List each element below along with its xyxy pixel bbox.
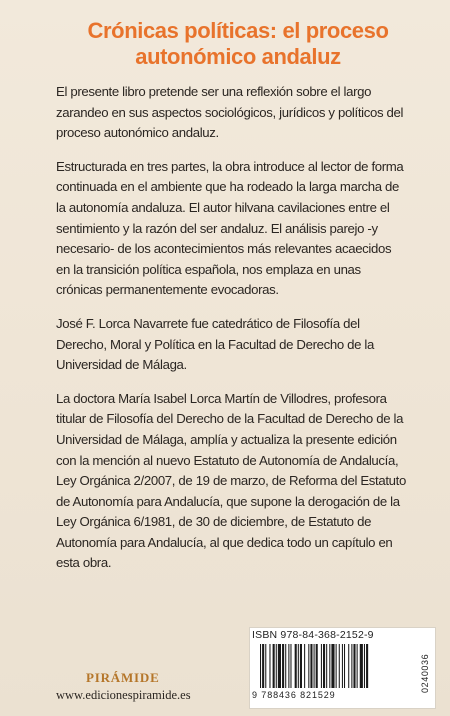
barcode-bar — [262, 644, 264, 688]
barcode-bar — [360, 644, 363, 688]
publisher-logo: PIRÁMIDE — [86, 670, 160, 685]
isbn-label: ISBN 978-84-368-2152-9 — [252, 629, 374, 641]
book-title-line-2: autonómico andaluz — [135, 44, 341, 69]
barcode-bar — [326, 644, 327, 688]
barcode-side-code: 0240036 — [420, 653, 430, 693]
barcode-bar — [285, 644, 286, 688]
barcode-bar — [300, 644, 302, 688]
barcode-bars — [258, 644, 416, 688]
barcode-bar — [260, 644, 261, 688]
barcode-bar — [344, 644, 345, 688]
barcode-bar — [269, 644, 270, 688]
barcode-bar — [282, 644, 284, 688]
blurb — [56, 82, 408, 587]
barcode-bar — [348, 644, 349, 688]
barcode-bar — [351, 644, 352, 688]
barcode-bar — [310, 644, 312, 688]
barcode-bar — [323, 644, 325, 688]
barcode-bar — [308, 644, 309, 688]
blurb-paragraph-coauthor: La doctora María Isabel Lorca Martín de Villodres, profesora titular de Filosofía del Derecho de la Facultad de Derecho de la Universidad de Málaga, amplía y actualiza la presente edición con la mención al nuevo Estatuto de Autonomía de Andalucía, Ley Orgánica 2/2007, de 19 de marzo, de Reforma del Estatuto de Autonomía para Andalucía, que supone la derogación de la Ley Orgánica 6/1981, de 30 de diciembre, de Estatuto de Autonomía para Andalucía, al que dedica todo un capítulo en esta obra. — [56, 390, 406, 571]
blurb-paragraph-author: José F. Lorca Navarrete fue catedrático de Filosofía del Derecho, Moral y Política en la Facultad de Derecho de la Universidad de Málaga. — [56, 315, 374, 373]
barcode-bar — [278, 644, 281, 688]
barcode-bar — [273, 644, 275, 688]
barcode-bar — [290, 644, 291, 688]
barcode-bar — [353, 644, 355, 688]
book-title — [58, 18, 418, 70]
barcode-bar — [316, 644, 318, 688]
barcode-bar — [339, 644, 340, 688]
barcode-bar — [321, 644, 322, 688]
blurb-paragraph-intro: El presente libro pretende ser una reflexión sobre el largo zarandeo en sus aspectos sociológicos, jurídicos y políticos del proceso autonómico andaluz. — [56, 84, 404, 141]
barcode-bar — [298, 644, 299, 688]
barcode-bar — [314, 644, 315, 688]
barcode-bar — [336, 644, 337, 688]
barcode-bar — [357, 644, 358, 688]
barcode-bar — [329, 644, 330, 688]
book-title-line-1: Crónicas políticas: el proceso — [87, 18, 389, 43]
barcode-bar — [295, 644, 297, 688]
barcode-bar — [366, 644, 368, 688]
barcode-bar — [288, 644, 289, 688]
barcode-bar — [364, 644, 365, 688]
barcode-bar — [304, 644, 305, 688]
barcode-bar — [265, 644, 266, 688]
publisher-website: www.edicionespiramide.es — [56, 688, 191, 702]
barcode-bar — [276, 644, 277, 688]
barcode-bar — [342, 644, 343, 688]
blurb-paragraph-structure: Estructurada en tres partes, la obra introduce al lector de forma continuada en el ambiente que ha rodeado la larga marcha de la autonomía andaluza. El autor hilvana cavilaciones entre el sentimiento y la razón del ser andaluz. El análisis parejo -y necesario- de los acontecimientos más relevantes acaecidos en la transición política española, nos emplaza en unas crónicas permanentemente evocadoras. — [56, 158, 404, 298]
barcode-digits: 9 788436 821529 — [252, 690, 336, 700]
barcode-bar — [331, 644, 334, 688]
